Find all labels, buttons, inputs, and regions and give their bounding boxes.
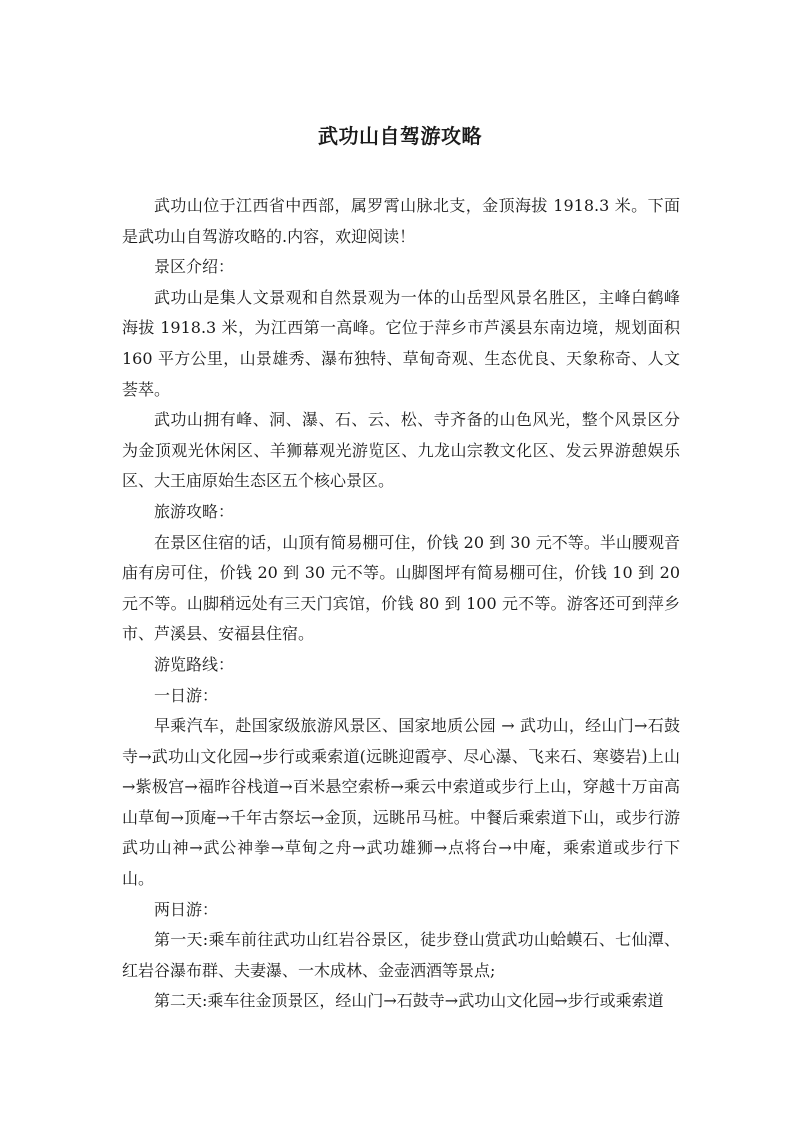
section-heading-scenic-intro: 景区介绍： bbox=[154, 257, 235, 277]
document-title: 武功山自驾游攻略 bbox=[318, 124, 482, 148]
section-heading-travel-tips: 旅游攻略： bbox=[154, 501, 235, 521]
subheading-two-day-tour: 两日游： bbox=[154, 899, 219, 919]
section-heading-routes: 游览路线： bbox=[154, 654, 235, 674]
day-two-paragraph: 第二天:乘车往金顶景区，经山门→石鼓寺→武功山文化园→步行或乘索道 bbox=[154, 991, 664, 1011]
document-body bbox=[122, 191, 680, 1017]
intro-paragraph: 武功山位于江西省中西部，属罗霄山脉北支，金顶海拔 1918.3 米。下面是武功山自驾游攻略的.内容，欢迎阅读！ bbox=[122, 196, 680, 246]
accommodation-paragraph: 在景区住宿的话，山顶有简易棚可住，价钱 20 到 30 元不等。半山腰观音庙有房可住，价钱 20 到 30 元不等。山脚图坪有简易棚可住，价钱 10 到 20 元不等。山脚稍远处有三天门宾馆，价钱 80 到 100 元不等。游客还可到萍乡市、芦溪县、安福县住宿。 bbox=[122, 532, 680, 644]
day-one-paragraph: 第一天:乘车前往武功山红岩谷景区，徒步登山赏武功山蛤蟆石、七仙潭、红岩谷瀑布群、夫妻瀑、一木成林、金壶洒酒等景点; bbox=[122, 930, 680, 980]
one-day-route-paragraph: 早乘汽车，赴国家级旅游风景区、国家地质公园 → 武功山，经山门→石鼓寺→武功山文化园→步行或乘索道(远眺迎霞亭、尽心瀑、飞来石、寒婆岩)上山→紫极宫→福昨谷栈道→百米悬空索桥→乘云中索道或步行上山，穿越十万亩高山草甸→顶庵→千年古祭坛→金顶，远眺吊马桩。中餐后乘索道下山，或步行游武功山神→武公神拳→草甸之舟→武功雄狮→点将台→中庵，乘索道或步行下山。 bbox=[122, 716, 680, 889]
subheading-one-day-tour: 一日游： bbox=[154, 685, 219, 705]
scenic-intro-paragraph: 武功山是集人文景观和自然景观为一体的山岳型风景名胜区，主峰白鹤峰海拔 1918.3 米，为江西第一高峰。它位于萍乡市芦溪县东南边境，规划面积 160 平方公里，山景雄秀、瀑布独特、草甸奇观、生态优良、天象称奇、人文荟萃。 bbox=[122, 287, 680, 399]
scenic-areas-paragraph: 武功山拥有峰、洞、瀑、石、云、松、寺齐备的山色风光，整个风景区分为金顶观光休闲区、羊狮幕观光游览区、九龙山宗教文化区、发云界游憩娱乐区、大王庙原始生态区五个核心景区。 bbox=[122, 410, 680, 491]
